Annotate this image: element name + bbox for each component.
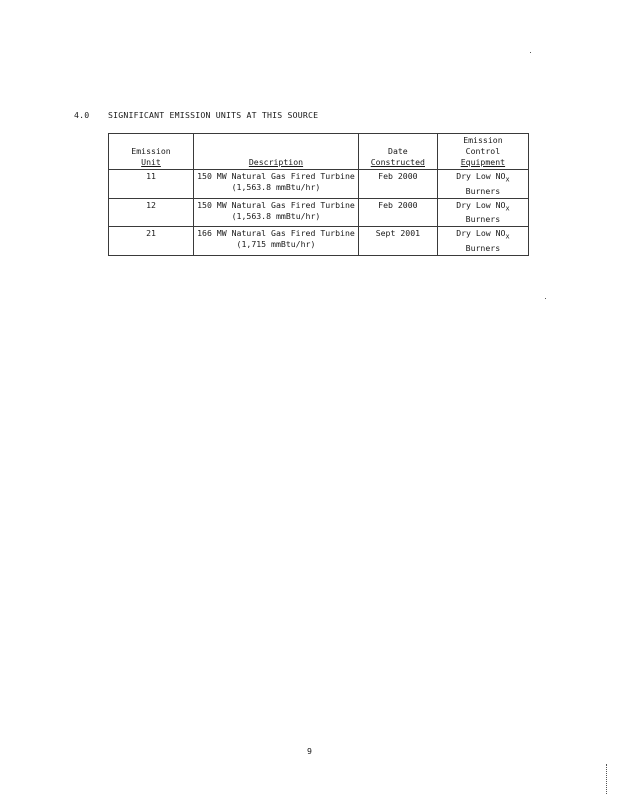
header-row	[109, 134, 529, 170]
equipment-subscript: x	[505, 232, 510, 241]
table-row	[109, 198, 529, 227]
table-row	[109, 227, 529, 256]
equipment-subscript: x	[505, 175, 510, 184]
equipment-prefix: Dry Low NO	[456, 199, 506, 210]
cell-date: Feb 2000	[358, 198, 437, 227]
header-date-line2: Constructed	[370, 157, 425, 167]
table-header	[109, 134, 529, 170]
scan-speck	[530, 52, 531, 53]
section-number: 4.0	[74, 110, 90, 120]
cell-description: 166 MW Natural Gas Fired Turbine (1,715 mmBtu/hr)	[194, 227, 359, 256]
header-equipment-line1: Emission	[463, 135, 503, 145]
cell-equipment	[437, 170, 528, 199]
equipment-line2: Burners	[465, 185, 501, 196]
cell-description: 150 MW Natural Gas Fired Turbine (1,563.8 mmBtu/hr)	[194, 170, 359, 199]
header-control-equipment	[437, 134, 528, 170]
cell-equipment	[437, 198, 528, 227]
header-equipment-line2: Control	[465, 146, 501, 156]
cell-unit: 12	[109, 198, 194, 227]
header-description-label: Description	[248, 157, 304, 167]
table-body	[109, 170, 529, 256]
scan-speck	[545, 298, 546, 299]
header-date-line1: Date	[388, 146, 408, 156]
header-unit-line2: Unit	[141, 157, 161, 167]
header-date-constructed	[358, 134, 437, 170]
cell-equipment	[437, 227, 528, 256]
header-unit-line1: Emission	[131, 146, 171, 156]
header-equipment-line3: Equipment	[460, 157, 506, 167]
emission-units-table	[108, 133, 529, 256]
cell-date: Sept 2001	[358, 227, 437, 256]
table-row	[109, 170, 529, 199]
cell-unit: 21	[109, 227, 194, 256]
page-number: 9	[307, 746, 312, 756]
cell-date: Feb 2000	[358, 170, 437, 199]
cell-description: 150 MW Natural Gas Fired Turbine (1,563.8 mmBtu/hr)	[194, 198, 359, 227]
header-description	[194, 134, 359, 170]
equipment-prefix: Dry Low NO	[456, 171, 506, 181]
section-title: SIGNIFICANT EMISSION UNITS AT THIS SOURCE	[108, 110, 319, 120]
cell-unit: 11	[109, 170, 194, 199]
section-heading	[74, 110, 318, 120]
header-emission-unit	[109, 134, 194, 170]
equipment-line2: Burners	[465, 242, 501, 253]
equipment-subscript: x	[505, 204, 510, 213]
equipment-prefix: Dry Low NO	[456, 228, 506, 239]
scan-edge-marks	[606, 764, 608, 794]
equipment-line2: Burners	[465, 214, 501, 225]
